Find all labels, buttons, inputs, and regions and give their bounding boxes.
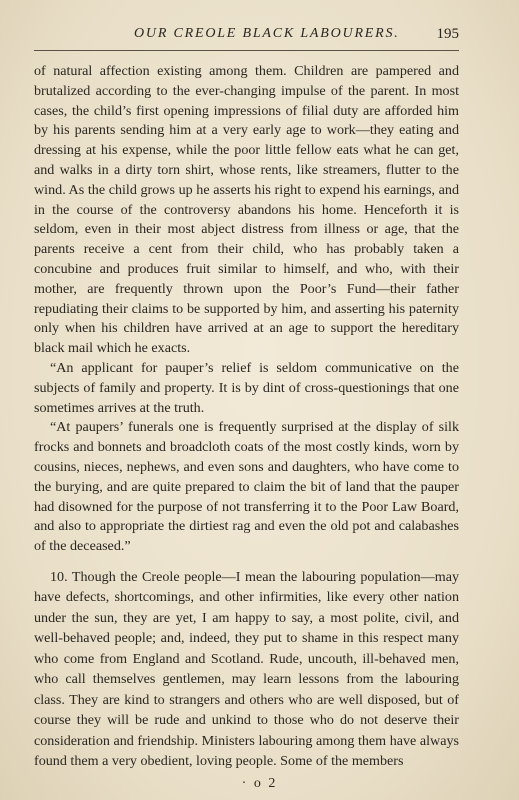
header-rule	[34, 50, 459, 51]
running-title: OUR CREOLE BLACK LABOURERS.	[134, 26, 400, 41]
paragraph-quote-relief: “An applicant for pauper’s relief is seldom communicative on the subjects of family and property. It is by dint of cross-questionings that one sometimes arrives at the truth.	[34, 359, 459, 416]
paragraph-section-10: 10. Though the Creole people—I mean the labouring population—may have defects, shortcomings, and other infirmities, like every other nation under the sun, they are yet, I am happy to say, a most polite, civil, and well-behaved people; and, indeed, they put to shame in this respect many who come from England and Scotland. Rude, uncouth, ill-behaved men, who call themselves gentlemen, may learn lessons from the labouring class. They are kind to strangers and others who are well disposed, but of course they will be rude and unkind to those who do not deserve their consideration and friendship. Ministers labouring among them have always found them a very obedient, loving people. Some of the members	[34, 568, 459, 770]
body-text	[34, 62, 459, 772]
page-number: 195	[436, 26, 459, 42]
signature-mark: · o 2	[241, 776, 278, 791]
paragraph-continuation: of natural affection existing among them. Children are pampered and brutalized according to the ever-changing impulse of the parent. In most cases, the child’s first opening impressions of filial duty are afforded him by his parents sending him at a very early age to work—they eating and dressing at his expense, while the poor little fellow eats what he can get, and walks in a dirty torn shirt, whose rents, like streamers, flutter to the wind. As the child grows up he asserts his right to expend his earnings, and in the course of the controversy abandons his home. Henceforth it is seldom, even in their most abject distress from illness or age, that the parents receive a cent from their child, who has probably taken a concubine and produces fruit similar to himself, and who, with their mother, are frequently thrown upon the Poor’s Fund—their father repudiating their claims to be supported by him, and asserting his paternity only when his children have arrived at an age to support the hereditary black mail which he exacts.	[34, 63, 459, 357]
page-header	[34, 26, 459, 44]
paragraph-quote-funerals: “At paupers’ funerals one is frequently surprised at the display of silk frocks and bonnets and broadcloth coats of the most costly kinds, worn by cousins, nieces, nephews, and even sons and daughters, who have come to the burying, and are quite prepared to claim the bit of land that the pauper had disowned for the purpose of not transferring it to the Poor Law Board, and also to appropriate the dirtiest rag and even the old pot and calabashes of the deceased.”	[34, 419, 459, 555]
